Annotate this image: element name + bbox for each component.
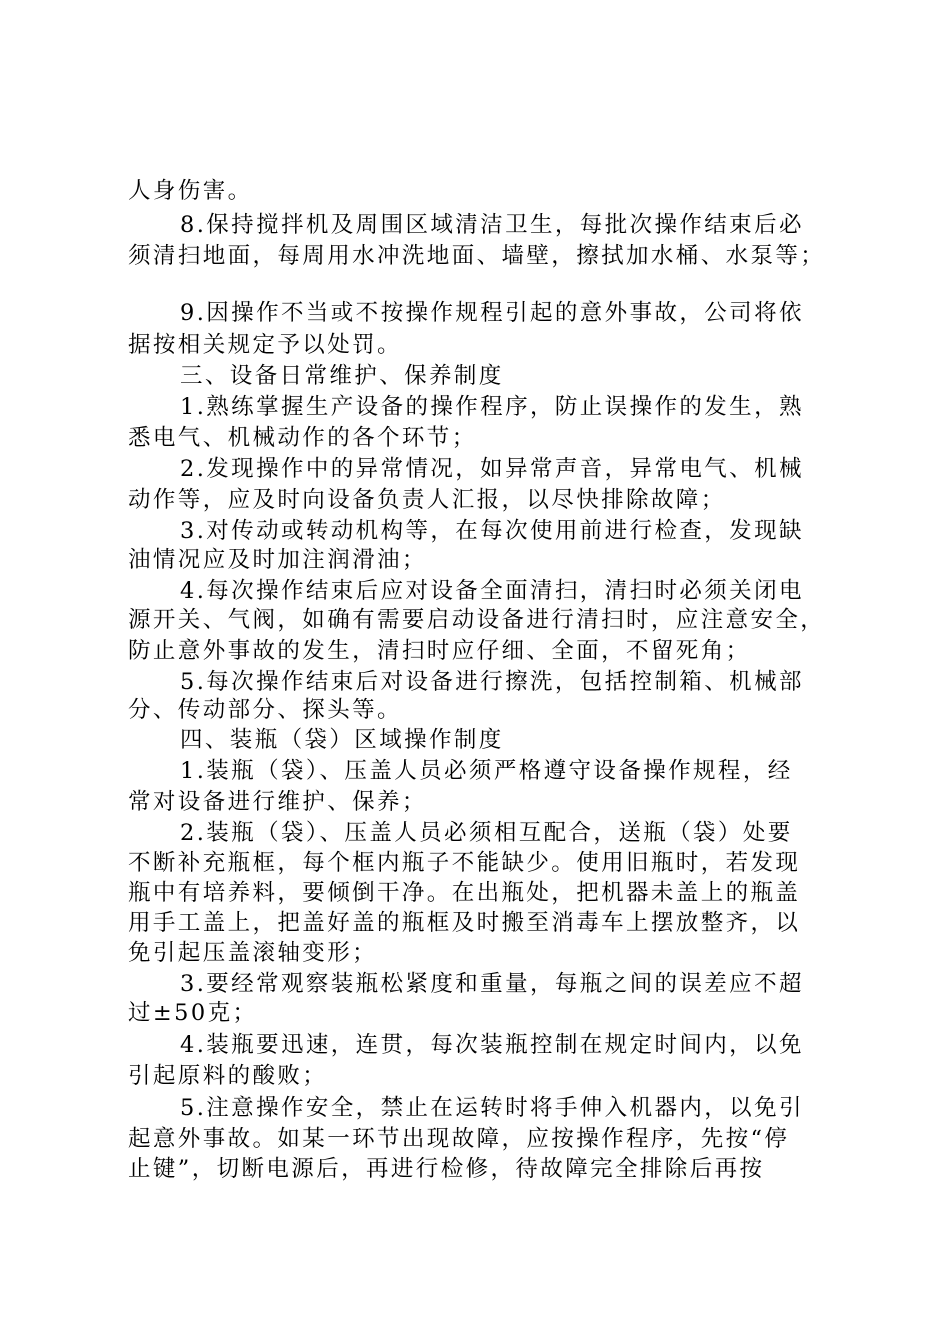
text-line: 5.每次操作结束后对设备进行擦洗，包括控制箱、机械部 xyxy=(180,669,804,695)
text-line: 5.注意操作安全，禁止在运转时将手伸入机器内，以免引 xyxy=(180,1095,804,1121)
text-line: 防止意外事故的发生，清扫时应仔细、全面，不留死角； xyxy=(128,638,751,664)
text-line: 3.要经常观察装瓶松紧度和重量，每瓶之间的误差应不超 xyxy=(180,971,804,997)
text-line: 2.装瓶（袋）、压盖人员必须相互配合，送瓶（袋）处要 xyxy=(180,820,793,846)
text-line: 据按相关规定予以处罚。 xyxy=(128,332,402,358)
text-line: 2.发现操作中的异常情况，如异常声音，异常电气、机械 xyxy=(180,456,804,482)
text-line: 须清扫地面，每周用水冲洗地面、墙壁，擦拭加水桶、水泵等； xyxy=(128,243,826,269)
text-line: 引起原料的酸败； xyxy=(128,1063,328,1089)
text-line: 8.保持搅拌机及周围区域清洁卫生，每批次操作结束后必 xyxy=(180,212,804,238)
text-line: 分、传动部分、探头等。 xyxy=(128,697,402,723)
text-line: 源开关、气阀，如确有需要启动设备进行清扫时，应注意安全， xyxy=(128,607,826,633)
text-line: 动作等，应及时向设备负责人汇报，以尽快排除故障； xyxy=(128,487,726,513)
text-line: 人身伤害。 xyxy=(128,178,253,204)
section-heading: 三、设备日常维护、保养制度 xyxy=(180,363,504,389)
text-line: 1.装瓶（袋）、压盖人员必须严格遵守设备操作规程，经 xyxy=(180,758,793,784)
text-line: 4.每次操作结束后应对设备全面清扫，清扫时必须关闭电 xyxy=(180,578,804,604)
text-line: 用手工盖上，把盖好盖的瓶框及时搬至消毒车上摆放整齐，以 xyxy=(128,910,801,936)
section-heading: 四、装瓶（袋）区域操作制度 xyxy=(180,727,504,753)
text-line: 止键”，切断电源后，再进行检修，待故障完全排除后再按 xyxy=(128,1156,765,1182)
text-line: 9.因操作不当或不按操作规程引起的意外事故，公司将依 xyxy=(180,300,804,326)
text-line: 4.装瓶要迅速，连贯，每次装瓶控制在规定时间内，以免 xyxy=(180,1032,804,1058)
text-line: 3.对传动或转动机构等，在每次使用前进行检查，发现缺 xyxy=(180,518,804,544)
text-line: 1.熟练掌握生产设备的操作程序，防止误操作的发生，熟 xyxy=(180,394,804,420)
text-line: 免引起压盖滚轴变形； xyxy=(128,940,378,966)
text-line: 不断补充瓶框，每个框内瓶子不能缺少。使用旧瓶时，若发现 xyxy=(128,850,801,876)
text-line: 常对设备进行维护、保养； xyxy=(128,789,427,815)
text-line: 起意外事故。如某一环节出现故障，应按操作程序，先按“停 xyxy=(128,1126,790,1152)
text-line: 油情况应及时加注润滑油； xyxy=(128,547,427,573)
text-line: 过±50克； xyxy=(128,1000,258,1026)
text-line: 悉电气、机械动作的各个环节； xyxy=(128,425,477,451)
text-line: 瓶中有培养料，要倾倒干净。在出瓶处，把机器未盖上的瓶盖 xyxy=(128,880,801,906)
